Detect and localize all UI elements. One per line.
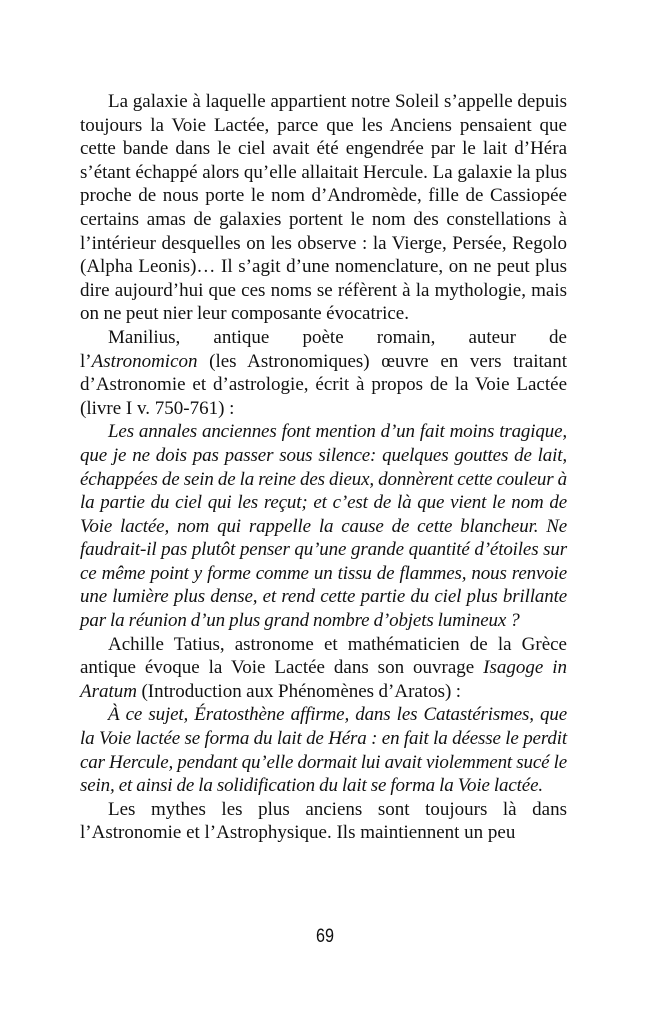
achille-tatius-text: Achille Tatius, astronome et mathématicien de la Grèce antique évoque la Voie Lactée dans son ouvrage bbox=[80, 633, 567, 679]
quote-eratosthenes: À ce sujet, Ératosthène affirme, dans les Catastérismes, que la Voie lactée se forma du lait de Héra : en fait la déesse le perdit car Hercule, pendant qu’elle dormait lui avait violemment sucé le sein, et ainsi de la solidification du lait se forma la Voie lactée. bbox=[80, 704, 567, 797]
paragraph-milky-way-origin: La galaxie à laquelle appartient notre Soleil s’appelle depuis toujours la Voie Lactée, parce que les Anciens pensaient que cette bande dans le ciel avait été engendrée par le lait d’Héra s’étant échappé alors qu’elle allaitait Hercule. La galaxie la plus proche de nous porte le nom d’Andromède, fille de Cassiopée certains amas de galaxies portent le nom des constellations à l’intérieur desquelles on les observe : la Vierge, Persée, Regolo (Alpha Leonis)… Il s’agit d’une nomenclature, on ne peut plus dire aujourd’hui que ces noms se réfèrent à la mythologie, mais on ne peut nier leur composante évocatrice. bbox=[80, 91, 567, 325]
astronomicon-title: Astronomicon bbox=[91, 350, 198, 372]
page-body bbox=[80, 90, 567, 845]
manilius-first-line: Manilius, antique poète romain, auteur de bbox=[108, 326, 567, 348]
paragraph-manilius bbox=[80, 326, 567, 420]
manilius-rest: (les Astronomiques) œuvre en vers traitant d’Astronomie et d’astrologie, écrit à propos de la Voie Lactée (livre I v. 750-761) : bbox=[80, 350, 567, 419]
paragraph-myths: Les mythes les plus anciens sont toujours là dans l’Astronomie et l’Astrophysique. Ils maintiennent un peu bbox=[80, 798, 567, 844]
isagoge-title: Isagoge in Aratum bbox=[80, 657, 567, 702]
achille-tatius-rest: (Introduction aux Phénomènes d’Aratos) : bbox=[137, 680, 462, 702]
paragraph-achille-tatius bbox=[80, 633, 567, 704]
manilius-prefix: l’ bbox=[80, 350, 92, 372]
page-number: 69 bbox=[316, 926, 334, 947]
quote-manilius: Les annales anciennes font mention d’un fait moins tragique, que je ne dois pas passer sous silence: quelques gouttes de lait, échappées de sein de la reine des dieux, donnèrent cette couleur à la partie du ciel qui les reçut; et c’est de là que vient le nom de Voie lactée, nom qui rappelle la cause de cette blancheur. Ne faudrait-il pas plutôt penser qu’une grande quantité d’étoiles sur ce même point y forme comme un tissu de flammes, nous renvoie une lumière plus dense, et rend cette partie du ciel plus brillante par la réunion d’un plus grand nombre d’objets lumineux ? bbox=[80, 421, 567, 632]
